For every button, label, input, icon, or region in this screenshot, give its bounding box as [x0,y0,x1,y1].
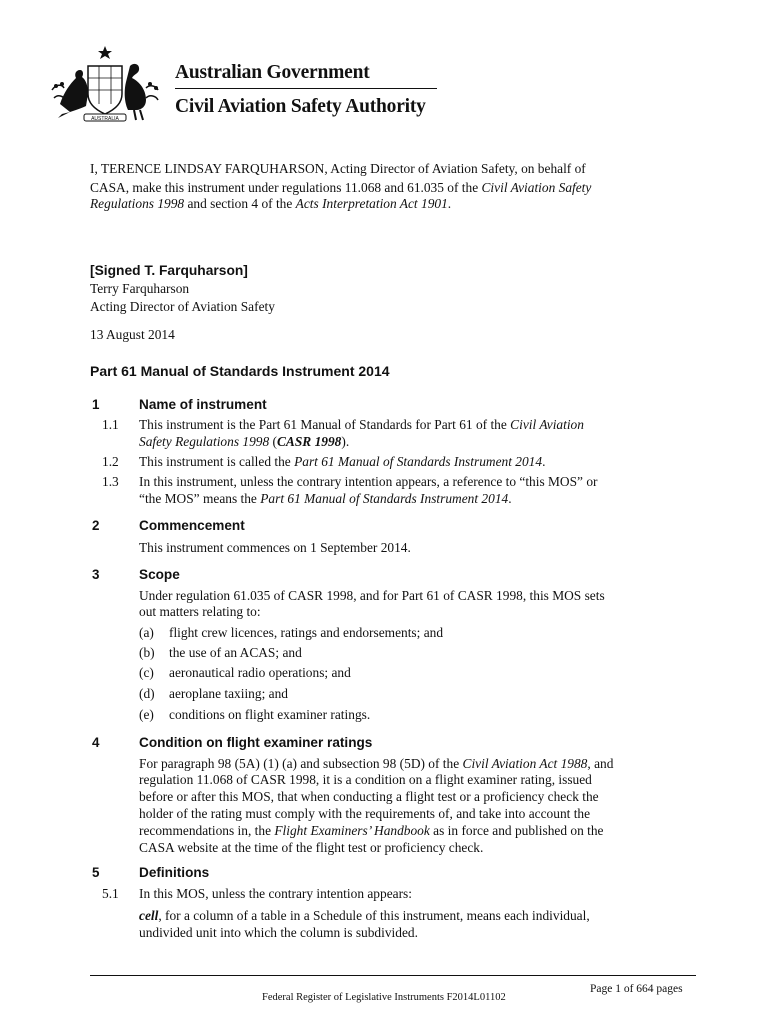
clause-number: 5.1 [102,886,119,901]
section-heading: Condition on flight examiner ratings [139,735,373,750]
header-divider [175,88,437,89]
coat-of-arms-logo [50,44,160,124]
signatory-name: Terry Farquharson [90,281,190,296]
section-text: Under regulation 61.035 of CASR 1998, and for Part 61 of CASR 1998, this MOS sets [139,588,605,603]
clause-text: In this instrument, unless the contrary intention appears, a reference to “this MOS” or [139,474,598,489]
section-text: This instrument commences on 1 September 2014. [139,540,411,555]
section-text: CASA website at the time of the flight test or proficiency check. [139,840,484,855]
intro-line: I, TERENCE LINDSAY FARQUHARSON, Acting Director of Aviation Safety, on behalf of [90,161,586,176]
section-text: before or after this MOS, that when conducting a flight test or a proficiency check the [139,789,599,804]
register-id: Federal Register of Legislative Instruments F2014L01102 [262,992,506,1003]
agency-name: Civil Aviation Safety Authority [175,96,426,117]
list-item: flight crew licences, ratings and endorsements; and [169,625,444,640]
intro-line: Regulations 1998 and section 4 of the Acts Interpretation Act 1901. [90,196,452,211]
intro-line: CASA, make this instrument under regulations 11.068 and 61.035 of the Civil Aviation Safety [90,180,592,195]
section-heading: Scope [139,567,180,582]
clause-text: In this MOS, unless the contrary intention appears: [139,886,412,901]
section-number: 1 [92,397,100,412]
document-header [50,44,440,128]
section-text: holder of the rating must comply with the requirements of, and take into account the [139,806,591,821]
section-number: 5 [92,865,100,880]
section-heading: Definitions [139,865,210,880]
list-item: the use of an ACAS; and [169,645,302,660]
signatory-role: Acting Director of Aviation Safety [90,299,275,314]
clause-number: 1.3 [102,474,119,489]
section-number: 3 [92,567,100,582]
list-item-label: (e) [139,707,154,722]
page-number: Page 1 of 664 pages [590,983,683,995]
section-number: 2 [92,518,100,533]
section-text: regulation 11.068 of CASR 1998, it is a condition on a flight examiner rating, issued [139,772,592,787]
section-text: out matters relating to: [139,604,261,619]
list-item: conditions on flight examiner ratings. [169,707,371,722]
clause-text: “the MOS” means the Part 61 Manual of Standards Instrument 2014. [139,491,512,506]
signature-date: 13 August 2014 [90,327,175,342]
section-text: For paragraph 98 (5A) (1) (a) and subsection 98 (5D) of the Civil Aviation Act 1988, and [139,756,614,771]
clause-text: This instrument is the Part 61 Manual of Standards for Part 61 of the Civil Aviation [139,417,584,432]
signed-statement: [Signed T. Farquharson] [90,263,248,278]
section-heading: Name of instrument [139,397,267,412]
list-item-label: (b) [139,645,155,660]
list-item-label: (c) [139,665,154,680]
section-number: 4 [92,735,100,750]
list-item-label: (d) [139,686,155,701]
government-name: Australian Government [175,62,370,83]
section-text: recommendations in, the Flight Examiners’ Handbook as in force and published on the [139,823,604,838]
instrument-title: Part 61 Manual of Standards Instrument 2014 [90,363,390,379]
list-item: aeronautical radio operations; and [169,665,351,680]
clause-text: This instrument is called the Part 61 Manual of Standards Instrument 2014. [139,454,546,469]
clause-number: 1.1 [102,417,119,432]
footer-divider [90,975,696,976]
clause-number: 1.2 [102,454,119,469]
svg-text:AUSTRALIA: AUSTRALIA [91,116,119,122]
definition-text: cell, for a column of a table in a Schedule of this instrument, means each individual, [139,908,590,923]
clause-text: Safety Regulations 1998 (CASR 1998). [139,434,350,449]
section-heading: Commencement [139,518,245,533]
definition-text: undivided unit into which the column is subdivided. [139,925,418,940]
list-item-label: (a) [139,625,154,640]
list-item: aeroplane taxiing; and [169,686,288,701]
